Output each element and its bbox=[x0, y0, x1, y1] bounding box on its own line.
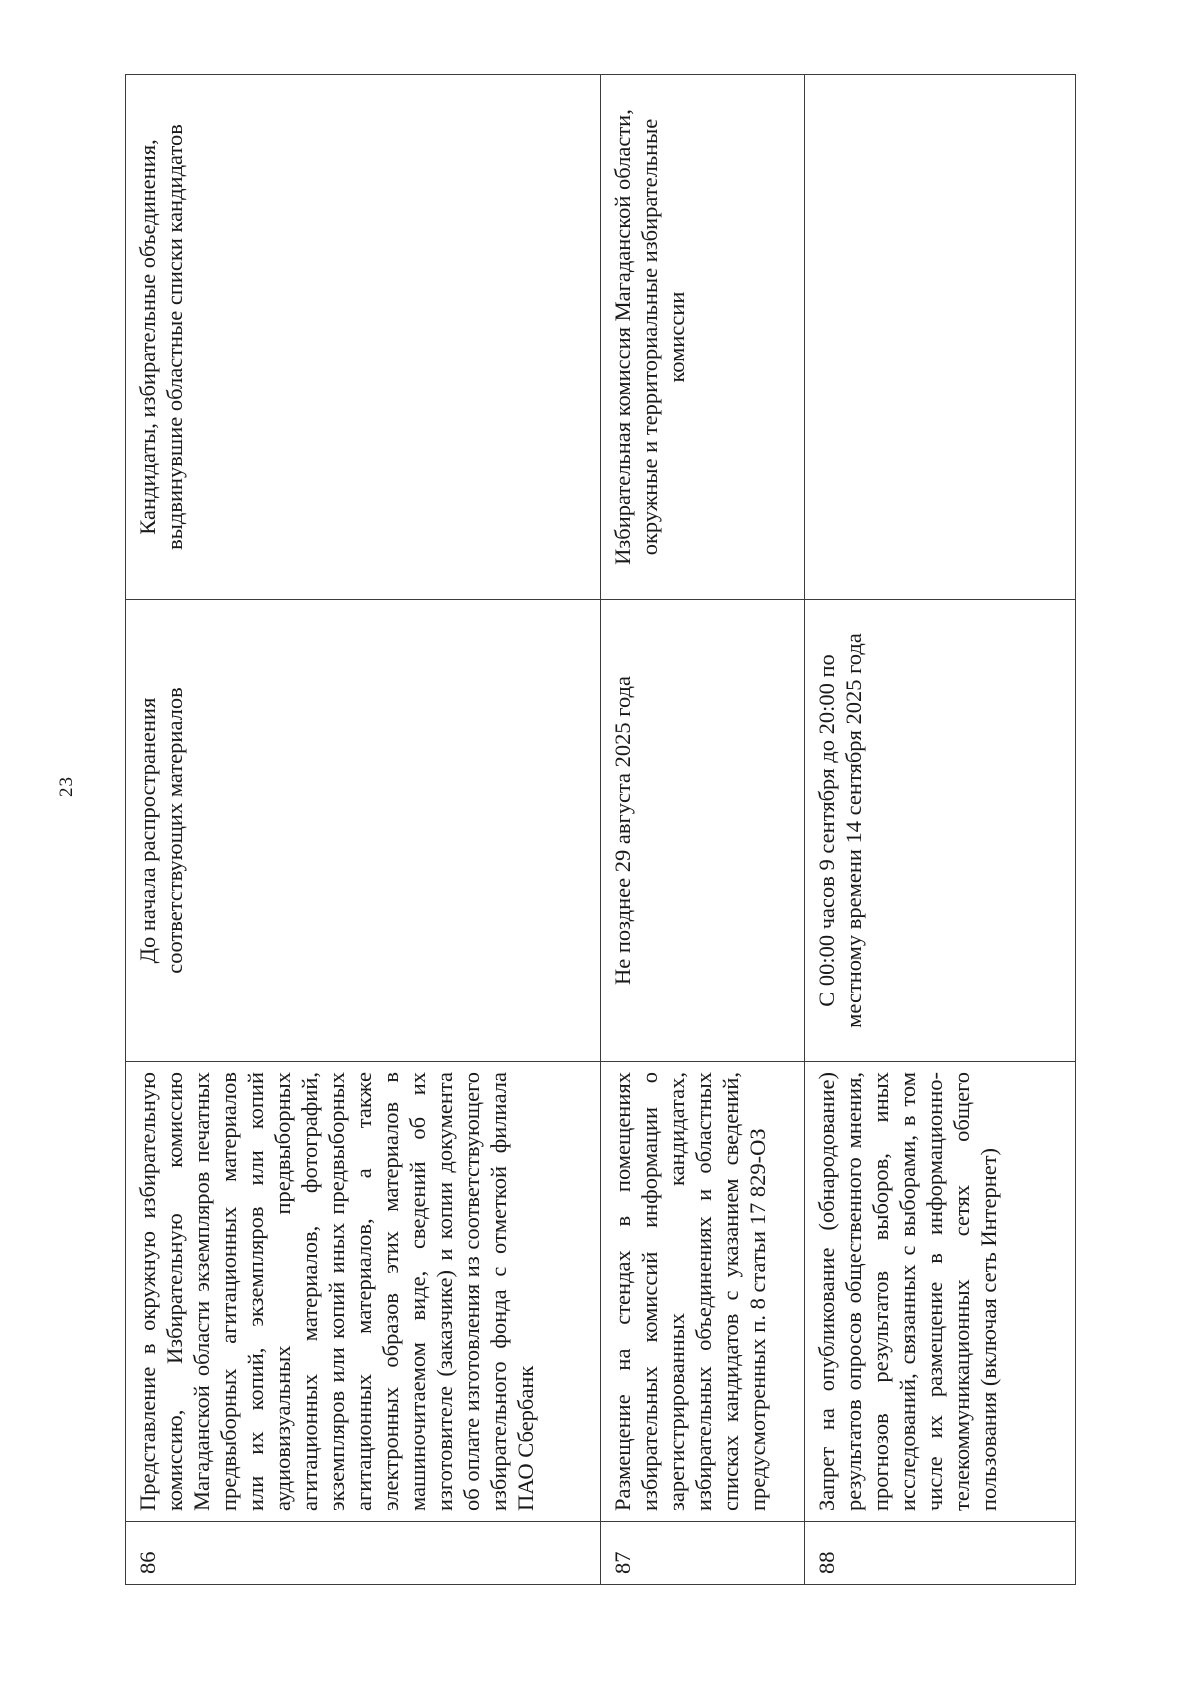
responsible-text: Избирательная комиссия Магаданской области, окружные и территориальные избирательные комиссии bbox=[601, 75, 805, 600]
table-row bbox=[601, 75, 805, 1585]
responsible-text bbox=[805, 75, 1076, 600]
event-text: Размещение на стендах в помещениях избирательных комиссий информации о зарегистрированных кандидатах, избирательных объединениях и областных списках кандидатов с указанием сведений, предусмотренных п. 8 статьи 17 829-ОЗ bbox=[601, 1062, 805, 1522]
row-number: 87 bbox=[601, 1522, 805, 1585]
page-number: 23 bbox=[56, 776, 77, 797]
responsible-text: Кандидаты, избирательные объединения, выдвинувшие областные списки кандидатов bbox=[126, 75, 601, 600]
deadline-text: С 00:00 часов 9 сентября до 20:00 по местному времени 14 сентября 2025 года bbox=[805, 600, 1076, 1062]
row-number: 86 bbox=[126, 1522, 601, 1585]
table-row bbox=[126, 75, 601, 1585]
rotated-table-container bbox=[125, 75, 1075, 1585]
deadline-text: Не позднее 29 августа 2025 года bbox=[601, 600, 805, 1062]
election-schedule-table bbox=[125, 74, 1076, 1585]
table-row bbox=[805, 75, 1076, 1585]
event-text: Представление в окружную избирательную комиссию, Избирательную комиссию Магаданской области экземпляров печатных предвыборных агитационных материалов или их копий, экземпляров или копий аудиовизуальных предвыборных агитационных материалов, фотографий, экземпляров или копий иных предвыборных агитационных материалов, а также электронных образов этих материалов в машиночитаемом виде, сведений об их изготовителе (заказчике) и копии документа об оплате изготовления из соответствующего избирательного фонда с отметкой филиала ПАО Сбербанк bbox=[126, 1062, 601, 1522]
deadline-text: До начала распространения соответствующих материалов bbox=[126, 600, 601, 1062]
row-number: 88 bbox=[805, 1522, 1076, 1585]
event-text: Запрет на опубликование (обнародование) результатов опросов общественного мнения, прогнозов результатов выборов, иных исследований, связанных с выборами, в том числе их размещение в информационно-телекоммуникационных сетях общего пользования (включая сеть Интернет) bbox=[805, 1062, 1076, 1522]
